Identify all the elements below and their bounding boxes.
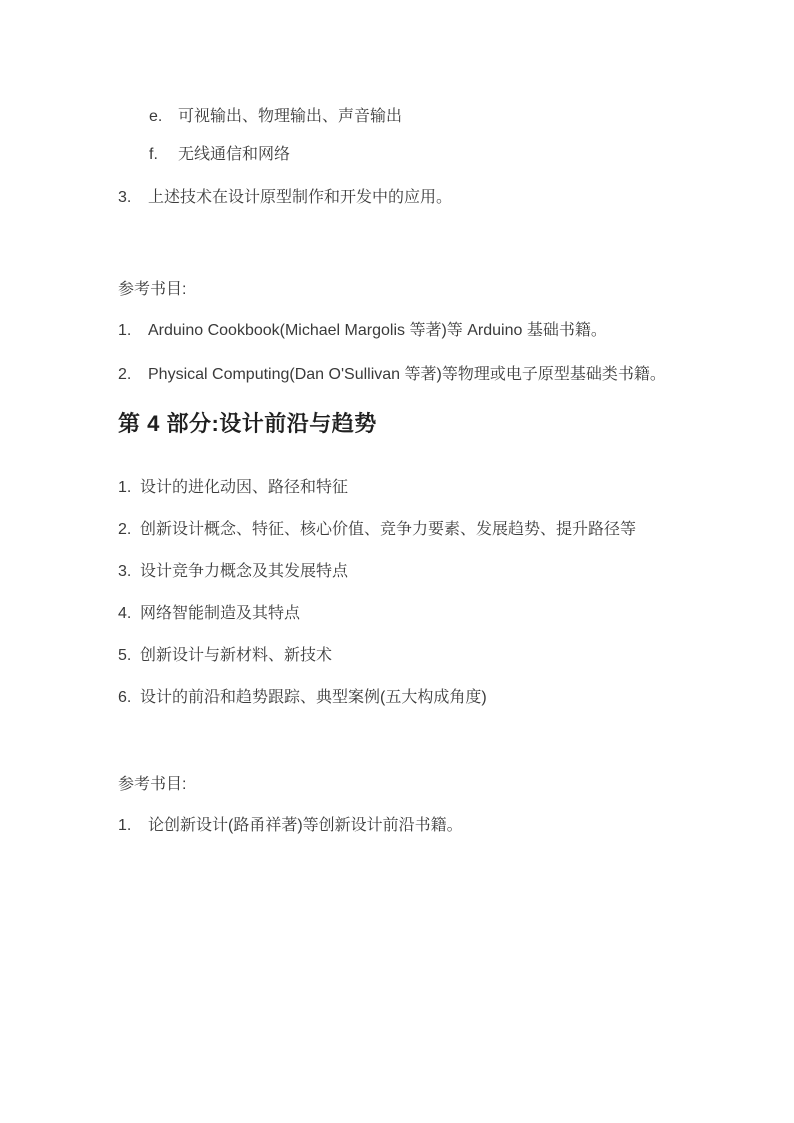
- reference-text: 论创新设计(路甬祥著)等创新设计前沿书籍。: [148, 817, 463, 834]
- list-marker: f.: [149, 146, 158, 163]
- list-item-text: 无线通信和网络: [178, 146, 291, 163]
- list-marker: e.: [149, 108, 163, 125]
- list-item-3: [118, 177, 687, 218]
- list-item-text: 可视输出、物理输出、声音输出: [178, 108, 403, 125]
- references-label: 参考书目:: [118, 281, 187, 298]
- list-item: [118, 677, 687, 719]
- list-marker: 2.: [118, 521, 132, 538]
- reference-item: [118, 805, 687, 846]
- section-heading: 第 4 部分:设计前沿与趋势: [118, 411, 377, 436]
- list-marker: 4.: [118, 605, 132, 622]
- list-marker: 1.: [118, 322, 132, 339]
- list-item: [118, 509, 687, 551]
- list-item: [118, 467, 687, 509]
- list-marker: 5.: [118, 647, 132, 664]
- list-item-text: 创新设计概念、特征、核心价值、竞争力要素、发展趋势、提升路径等: [140, 521, 637, 538]
- list-item: [118, 551, 687, 593]
- list-marker: 3.: [118, 563, 132, 580]
- list-marker: 1.: [118, 817, 132, 834]
- list-item-text: 上述技术在设计原型制作和开发中的应用。: [148, 189, 453, 206]
- list-item-text: 创新设计与新材料、新技术: [140, 647, 333, 664]
- list-marker: 6.: [118, 689, 132, 706]
- list-item: [118, 635, 687, 677]
- reference-text: Arduino Cookbook(Michael Margolis 等著)等 Arduino 基础书籍。: [148, 322, 607, 339]
- references-label: 参考书目:: [118, 776, 187, 793]
- list-item-text: 设计的前沿和趋势跟踪、典型案例(五大构成角度): [140, 689, 487, 706]
- reference-text: Physical Computing(Dan O'Sullivan 等著)等物理或电子原型基础类书籍。: [148, 366, 666, 383]
- list-item-e: [118, 98, 687, 136]
- reference-item: [118, 354, 687, 395]
- list-marker: 1.: [118, 479, 132, 496]
- list-item: [118, 593, 687, 635]
- list-marker: 3.: [118, 189, 132, 206]
- reference-item: [118, 310, 687, 351]
- list-item-f: [118, 136, 687, 174]
- list-item-text: 网络智能制造及其特点: [140, 605, 301, 622]
- list-marker: 2.: [118, 366, 132, 383]
- list-item-text: 设计的进化动因、路径和特征: [140, 479, 349, 496]
- list-item-text: 设计竞争力概念及其发展特点: [140, 563, 349, 580]
